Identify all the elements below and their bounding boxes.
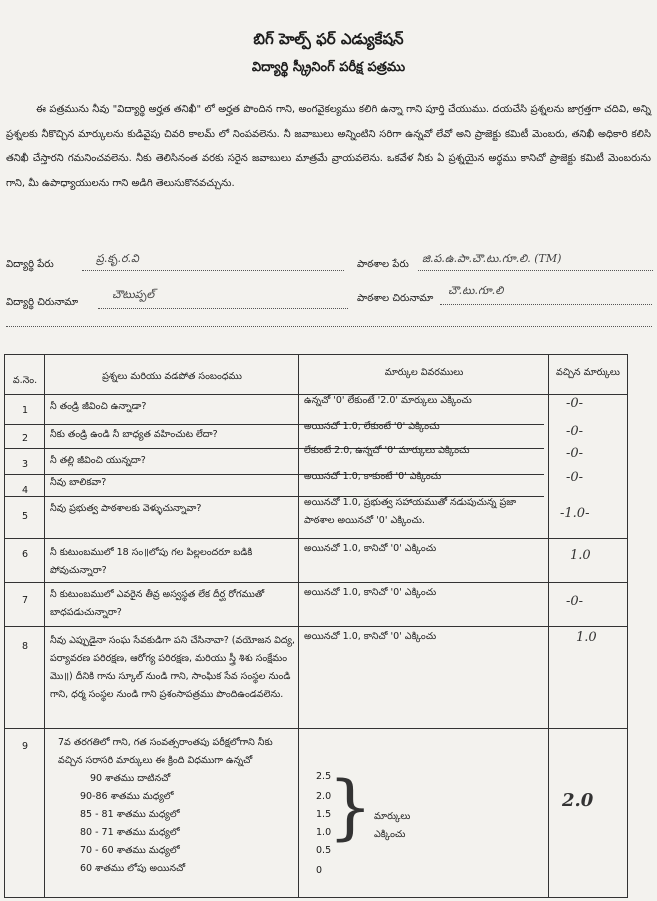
points-value: 1.0 — [316, 827, 332, 838]
row-question: నీ కుటుంబములో 18 సం॥లోపు గల పిల్లలందరూ బడికి పోవుచున్నారా? — [50, 547, 253, 576]
row-number: 4 — [21, 485, 29, 496]
points-value: 2.0 — [316, 791, 332, 802]
percent-range: 90-86 శాతము మధ్యలో — [80, 791, 174, 802]
row-criteria: లేకుంటే 2.0, ఉన్నచో '0' మార్కులు ఎక్కించు — [304, 445, 470, 456]
row-question: నీకు తండ్రి ఉండి నీ బాధ్యత వహించుట లేదా? — [50, 429, 218, 440]
percent-range: 80 - 71 శాతము మధ్యలో — [80, 827, 180, 838]
school-address-label: పాఠశాల చిరునామా — [357, 293, 434, 304]
row-divider — [4, 538, 628, 539]
row-mark[interactable]: -0- — [566, 470, 584, 485]
row-mark[interactable]: -0- — [566, 594, 584, 609]
row-number: 1 — [21, 405, 29, 416]
percent-range: 70 - 60 శాతము మధ్యలో — [80, 845, 180, 856]
points-value: 1.5 — [316, 809, 332, 820]
school-name-label: పాఠశాల పేరు — [357, 259, 409, 270]
row-mark[interactable]: 2.0 — [562, 790, 594, 811]
row-number: 5 — [21, 511, 29, 522]
row-criteria: అయినచో 1.0, కానిచో '0' ఎక్కించు — [304, 631, 437, 642]
header-marks: వచ్చిన మార్కులు — [556, 367, 620, 378]
row-mark[interactable]: -0- — [566, 396, 584, 411]
row-criteria: ఉన్నచో '0' లేకుంటే '2.0' మార్కులు ఎక్కించు — [304, 395, 472, 406]
row-number: 2 — [21, 433, 29, 444]
row-number: 7 — [21, 595, 29, 606]
row-question: నీ తల్లి జీవించి యున్నదా? — [50, 455, 146, 466]
points-value: 0.5 — [316, 845, 332, 856]
school-address-line — [440, 304, 652, 305]
student-name-label: విద్యార్థి పేరు — [6, 259, 54, 270]
percent-range: 85 - 81 శాతము మధ్యలో — [80, 809, 180, 820]
row-mark[interactable]: 1.0 — [576, 630, 597, 645]
row-question: నీవు ఎప్పుడైనా సంఘ సేవకుడిగా పని చేసినావా? (వయోజన విద్య, పర్యావరణ పరిరక్షణ, ఆరోగ్య పరిరక్షణ, మరియు స్త్రీ శిశు సంక్షేమం మొ॥) దీనికి గాను స్కూల్ నుండి గాని, సాంఘిక సేవ సంస్థల నుండి గాని, ధర్మ సంస్థల నుండి గాని ప్రశంసాపత్రము పొందిఉండవలెను. — [50, 635, 295, 700]
row-mark[interactable]: -1.0- — [560, 506, 590, 521]
row-criteria: అయినచో 1.0, కానిచో '0' ఎక్కించు — [304, 543, 437, 554]
row-criteria: అయినచో 1.0, కానిచో '0' ఎక్కించు — [304, 587, 437, 598]
student-address-label: విద్యార్థి చిరునామా — [6, 297, 79, 308]
percent-range: 90 శాతము దాటినచో — [90, 773, 171, 784]
row-mark[interactable]: 1.0 — [570, 548, 591, 563]
student-name-line — [82, 270, 344, 271]
header-question: ప్రశ్నలు మరియు వడపోత సంబంధము — [102, 371, 242, 382]
row-question: నీ కుటుంబములో ఎవరైన తీవ్ర అస్వస్థత లేక దీర్ఘ రోగముతో బాధపడుచున్నారా? — [50, 589, 265, 618]
instructions-paragraph: ఈ పత్రమును నీవు "విద్యార్థి అర్హత తనిఖీ" లో అర్హత పొందిన గాని, అంగవైకల్యము కలిగి ఉన్నా గాని పూర్తి చేయుము. దయచేసి ప్రశ్నలను జాగ్రత్తగా చదివి, అన్ని ప్రశ్నలకు నీకొచ్చిన మార్కులను కుడివైపు చివరి కాలమ్ లో నింపవలెను. నీ జవాబులు అన్నింటిని సరిగా ఉన్నవో లేవో అని ప్రాజెక్టు కమిటీ మెంబరు, తనిఖీ అధికారి కలిసి తనిఖీ చేస్తారని గమనించవలెను. నీకు తెలిసినంత వరకు సరైన జవాబులు మాత్రమే వ్రాయవలెను. ఒకవేళ నీకు ఏ ప్రశ్నయైన అర్థము కానిచో ప్రాజెక్టు కమిటీ మెంబరును గాని, మీ ఉపాధ్యాయులను గాని అడిగి తెలుసుకొనవచ్చును. — [6, 104, 651, 189]
points-value: 0 — [316, 865, 323, 876]
points-value: 2.5 — [316, 771, 332, 782]
row-number: 9 — [21, 741, 29, 752]
row-question: నీవు బాలికవా? — [50, 477, 107, 488]
organization-title: బిగ్ హెల్ప్ ఫర్ ఎడ్యుకేషన్ — [253, 30, 404, 48]
row-criteria: అయినచో 1.0, కాకుంటే '0' ఎక్కించు — [304, 471, 442, 482]
percent-range: 60 శాతము లోపు అయినచో — [80, 863, 186, 874]
row-divider — [4, 582, 628, 583]
header-number: వ.నెం. — [12, 375, 38, 386]
extra-address-line — [6, 326, 652, 327]
school-name-line — [418, 270, 653, 271]
row-criteria: అయినచో 1.0, లేకుంటే '0' ఎక్కించు — [304, 421, 440, 432]
row-question: నీవు ప్రభుత్వ పాఠశాలకు వెళ్ళుచున్నావా? — [50, 503, 202, 514]
row-question: నీ తండ్రి జీవించి ఉన్నాడా? — [50, 401, 147, 412]
row-criteria: మార్కులు ఎక్కించు — [374, 811, 411, 840]
row-number: 3 — [21, 459, 29, 470]
row-mark[interactable]: -0- — [566, 424, 584, 439]
student-address-value[interactable]: చౌటుప్పల్ — [112, 288, 155, 301]
row-divider — [4, 728, 628, 729]
student-address-line — [98, 308, 348, 309]
school-address-value[interactable]: చౌ.టు.గూ.లి — [448, 284, 504, 297]
form-subtitle: విద్యార్థి స్క్రీనింగ్ పరీక్ష పత్రము — [251, 60, 406, 75]
student-name-value[interactable]: ప్ర.కృ.ర.వి — [96, 252, 139, 265]
row-number: 6 — [21, 549, 29, 560]
row-question: 7వ తరగతిలో గాని, గత సంవత్సరాంతపు పరీక్షలోగాని నీకు వచ్చిన సరాసరి మార్కులు ఈ క్రింది విధముగా ఉన్నచో — [58, 737, 273, 766]
row-number: 8 — [21, 641, 29, 652]
header-criteria: మార్కుల వివరములు — [384, 367, 464, 378]
curly-brace-icon: } — [328, 766, 373, 848]
row-divider — [4, 626, 628, 627]
row-mark[interactable]: -0- — [566, 446, 584, 461]
school-name-value[interactable]: జి.ప.ఉ.పా.చౌ.టు.గూ.లి. (TM) — [422, 252, 562, 265]
row-criteria: అయినచో 1.0, ప్రభుత్వ సహాయముతో నడుపుచున్న ప్రజా పాఠశాల అయినచో '0' ఎక్కించు. — [304, 497, 517, 526]
